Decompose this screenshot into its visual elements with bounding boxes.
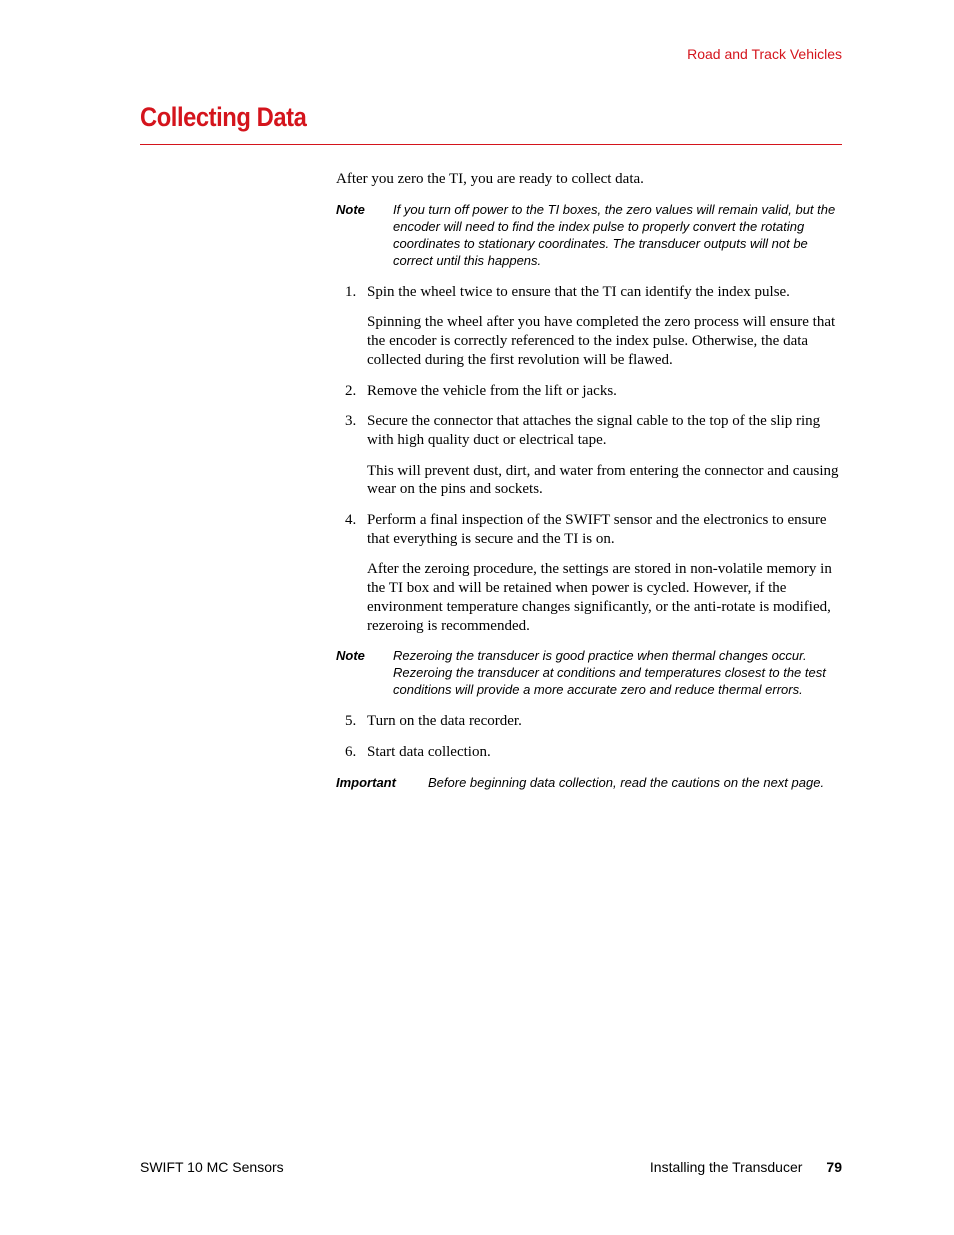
step-3 [336,412,842,449]
step-1-detail: Spinning the wheel after you have completed the zero process will ensure that the encoder is correctly referenced to the index pulse. Otherwise, the data collected during the first revolution will be flawed. [367,314,836,368]
step-text: Start data collection. [367,743,491,760]
important-label: Important [336,774,396,790]
note-text: Rezeroing the transducer is good practice when thermal changes occur. Rezeroing the transducer at conditions and temperatures closest to the test conditions will provide a more accurate zero and reduce thermal errors. [393,648,826,698]
important-callout [336,774,842,791]
step-number: 1. [345,283,357,300]
step-text: Remove the vehicle from the lift or jacks. [367,382,617,399]
footer-product: SWIFT 10 MC Sensors [140,1159,284,1175]
step-5 [336,712,842,731]
footer-right [650,1159,842,1175]
step-1 [336,283,842,302]
step-text: Spin the wheel twice to ensure that the TI can identify the index pulse. [367,283,790,300]
step-number: 4. [345,512,357,529]
step-number: 3. [345,413,357,430]
page-title: Collecting Data [140,102,307,132]
step-number: 5. [345,713,357,730]
step-4 [336,511,842,548]
page-number: 79 [826,1159,842,1175]
step-number: 6. [345,743,357,760]
running-header: Road and Track Vehicles [687,46,842,62]
note-label: Note [336,201,365,217]
step-text: Turn on the data recorder. [367,713,522,730]
intro-paragraph: After you zero the TI, you are ready to collect data. [336,171,644,187]
footer-chapter: Installing the Transducer [649,1159,803,1175]
main-content [336,170,842,805]
step-text: Secure the connector that attaches the signal cable to the top of the slip ring with high quality duct or electrical tape. [367,413,821,448]
note-rezeroing [336,647,842,698]
note-power-off [336,201,842,269]
note-text: If you turn off power to the TI boxes, the zero values will remain valid, but the encoder will need to find the index pulse to properly convert the rotating coordinates to stationary coordinates. The transducer outputs will not be correct until this happens. [393,201,836,268]
step-2 [336,382,842,401]
step-text: Perform a final inspection of the SWIFT sensor and the electronics to ensure that everything is secure and the TI is on. [367,512,827,547]
note-label: Note [336,648,365,664]
title-rule [140,144,842,145]
important-text: Before beginning data collection, read the cautions on the next page. [428,774,825,790]
step-4-detail: After the zeroing procedure, the settings are stored in non-volatile memory in the TI box and will be retained when power is cycled. However, if the environment temperature changes significantly, or the anti-rotate is modified, rezeroing is recommended. [367,561,832,634]
step-number: 2. [345,382,357,399]
step-6 [336,743,842,762]
step-3-detail: This will prevent dust, dirt, and water from entering the connector and causing wear on the pins and sockets. [367,462,839,498]
